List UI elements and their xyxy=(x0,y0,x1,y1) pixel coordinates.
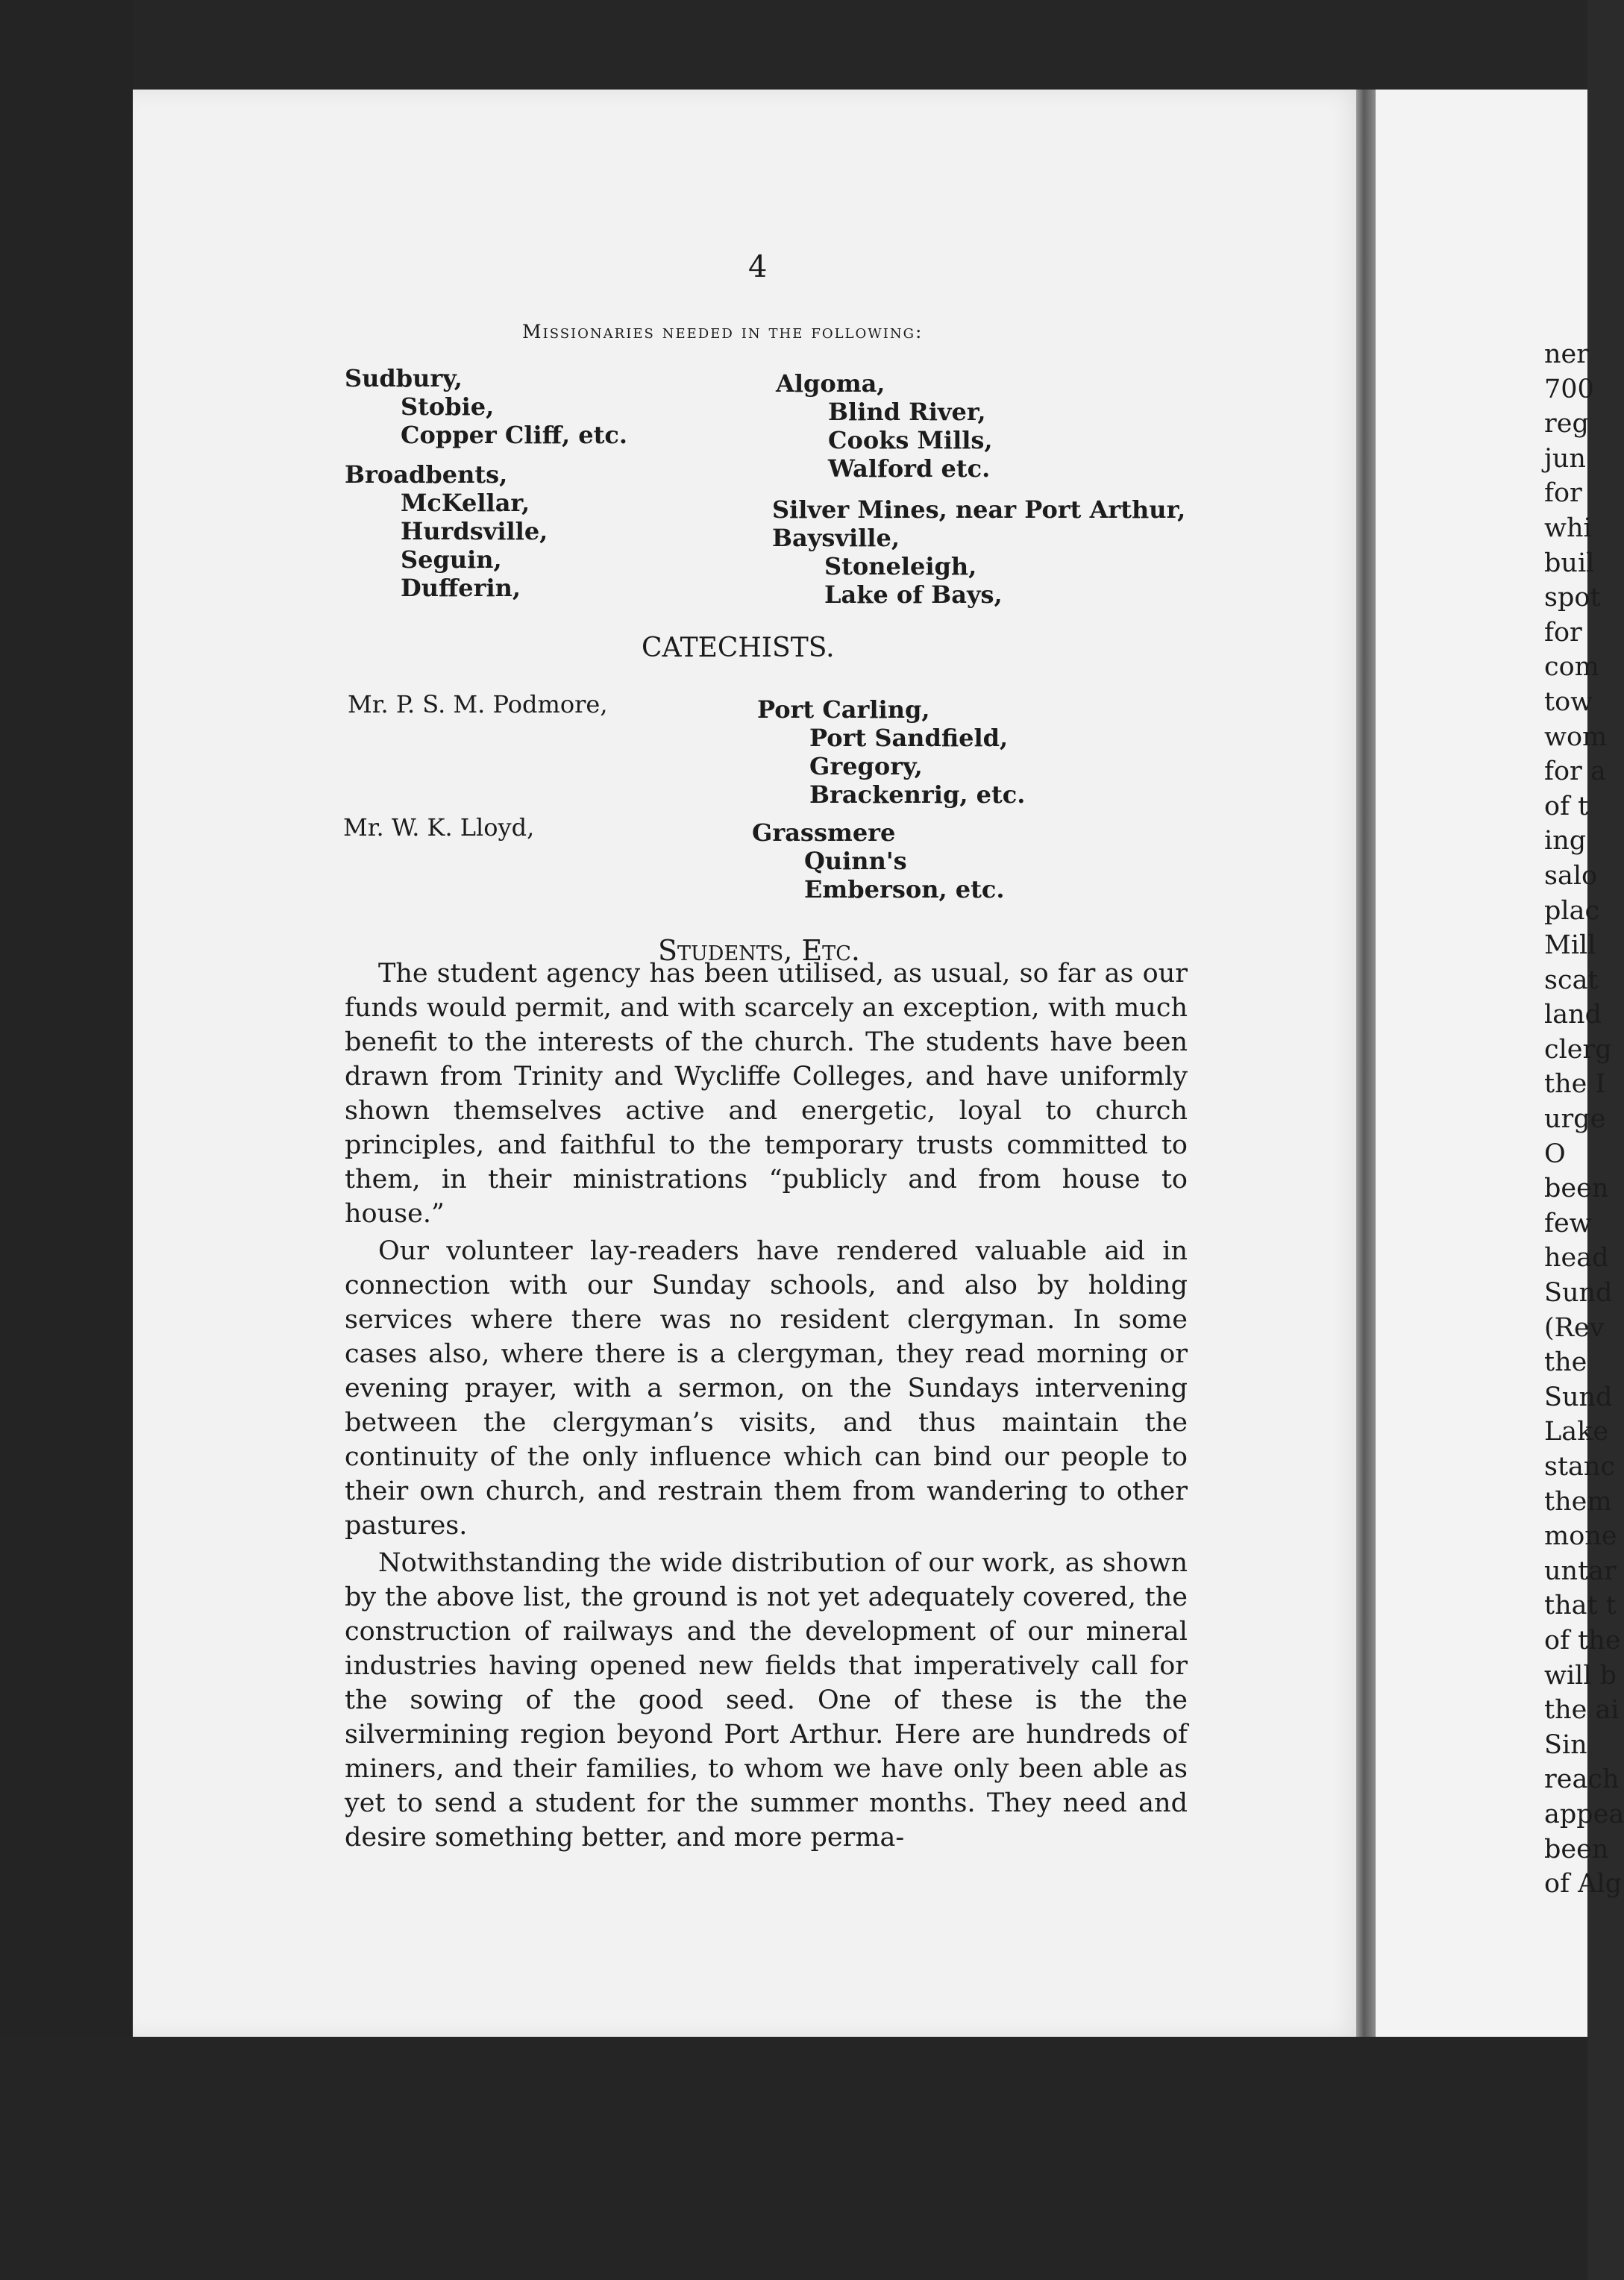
text-fragment: for a xyxy=(1544,757,1606,787)
scan-border-left xyxy=(0,0,133,2280)
catechist-places xyxy=(752,818,1005,903)
place-entry: Dufferin, xyxy=(401,574,521,602)
text-fragment: Sin xyxy=(1544,1729,1587,1760)
place-entry: Stoneleigh, xyxy=(824,552,977,580)
text-fragment: tow xyxy=(1544,686,1593,717)
text-fragment: the xyxy=(1544,1347,1587,1378)
place-entry: Brackenrig, etc. xyxy=(809,780,1026,809)
book-gutter xyxy=(1356,90,1376,2037)
text-fragment: stanc xyxy=(1544,1452,1616,1482)
missionary-list-right-1 xyxy=(776,369,993,483)
place-entry: Sudbury, xyxy=(345,364,463,392)
place-entry: Walford etc. xyxy=(828,454,991,483)
page-number: 4 xyxy=(748,250,768,284)
body-text xyxy=(345,956,1188,1858)
text-fragment: head xyxy=(1544,1243,1609,1274)
text-fragment: them xyxy=(1544,1486,1612,1517)
missionaries-heading: Missionaries needed in the following: xyxy=(522,321,924,342)
text-fragment: been xyxy=(1544,1834,1609,1864)
text-fragment: wom xyxy=(1544,721,1608,752)
text-fragment: few xyxy=(1544,1208,1592,1238)
scan-border-bottom xyxy=(0,2037,1587,2280)
text-fragment: jun xyxy=(1544,443,1586,474)
text-fragment: been xyxy=(1544,1174,1609,1204)
text-fragment: urge xyxy=(1544,1104,1606,1135)
missionary-list-left-1 xyxy=(345,364,627,449)
place-entry: Cooks Mills, xyxy=(828,426,993,454)
place-entry: Broadbents, xyxy=(345,460,508,489)
text-fragment: Mill xyxy=(1544,930,1596,961)
place-entry: Silver Mines, near Port Arthur, xyxy=(772,495,1186,524)
facing-page-text xyxy=(1544,337,1624,1902)
place-entry: Hurdsville, xyxy=(401,517,548,545)
paragraph: Our volunteer lay-readers have rendered valuable aid in connection with our Sunday schools, and also by holding services where there was no resident clergyman. In some cases also, where there is a clergyman, they read morning or evening prayer, with a sermon, on the Sundays intervening between the clergyman’s visits, and thus maintain the continuity of the only influence which can bind our people to their own church, and restrain them from wandering to other pastures. xyxy=(345,1236,1188,1541)
text-fragment: O xyxy=(1544,1139,1566,1169)
text-fragment: ner xyxy=(1544,339,1589,369)
place-entry: Seguin, xyxy=(401,545,502,574)
scan-border-top xyxy=(0,0,1587,90)
place-entry: Port Sandfield, xyxy=(809,724,1009,752)
text-fragment: buil xyxy=(1544,548,1595,578)
text-fragment: Sund xyxy=(1544,1278,1613,1309)
paragraph: The student agency has been utilised, as usual, so far as our funds would permit, and with scarcely an exception, with much benefit to the interests of the church. The students have been drawn from Trinity and Wycliffe Colleges, and have uniformly shown themselves active and energetic, loyal to church principles, and faithful to the temporary trusts committed to them, in their ministrations “publicly and from house to house.” xyxy=(345,959,1188,1229)
students-heading: Students, Etc. xyxy=(658,934,860,967)
text-fragment: ing xyxy=(1544,826,1587,856)
text-fragment: appea xyxy=(1544,1799,1624,1829)
catechist-name: Mr. P. S. M. Podmore, xyxy=(348,690,608,718)
place-entry: McKellar, xyxy=(401,489,530,517)
place-entry: Algoma, xyxy=(776,369,885,398)
text-fragment: land xyxy=(1544,1000,1602,1030)
text-fragment: of t xyxy=(1544,791,1589,821)
text-fragment: the I xyxy=(1544,1069,1606,1100)
place-entry: Emberson, etc. xyxy=(804,875,1005,903)
text-fragment: that t xyxy=(1544,1591,1617,1621)
text-fragment: 700 xyxy=(1544,374,1594,404)
text-fragment: scat xyxy=(1544,965,1599,995)
missionary-list-left-2 xyxy=(345,460,548,602)
place-entry: Copper Cliff, etc. xyxy=(401,421,628,449)
catechists-heading: CATECHISTS. xyxy=(642,633,835,663)
place-entry: Grassmere xyxy=(752,818,896,847)
text-fragment: untar xyxy=(1544,1556,1617,1586)
place-entry: Gregory, xyxy=(809,752,923,780)
place-entry: Lake of Bays, xyxy=(824,580,1003,609)
text-fragment: Lake xyxy=(1544,1417,1609,1447)
text-fragment: (Rev xyxy=(1544,1312,1605,1343)
place-entry: Port Carling, xyxy=(757,695,930,724)
text-fragment: clerg xyxy=(1544,1034,1612,1065)
text-fragment: of the xyxy=(1544,1625,1621,1656)
text-fragment: for xyxy=(1544,617,1582,648)
text-fragment: will b xyxy=(1544,1660,1617,1691)
text-fragment: mone xyxy=(1544,1521,1617,1552)
text-fragment: whi xyxy=(1544,513,1592,543)
text-fragment: for xyxy=(1544,478,1582,509)
place-entry: Baysville, xyxy=(772,524,900,552)
text-fragment: reg xyxy=(1544,409,1589,439)
text-fragment: reach xyxy=(1544,1764,1620,1795)
catechist-name: Mr. W. K. Lloyd, xyxy=(343,813,535,842)
paragraph: Notwithstanding the wide distribution of our work, as shown by the above list, the ground is not yet adequately covered, the construction of railways and the development of our mineral industries having opened new fields that imperatively call for the sowing of the good seed. One of these is the the silvermining region beyond Port Arthur. Here are hundreds of miners, and their families, to whom we have only been able as yet to send a student for the summer months. They need and desire something better, and more perma- xyxy=(345,1548,1188,1852)
text-fragment: spot xyxy=(1544,583,1601,613)
catechist-places xyxy=(757,695,1025,809)
text-fragment: plac xyxy=(1544,895,1600,926)
text-fragment: the ai xyxy=(1544,1695,1620,1726)
text-fragment: Sund xyxy=(1544,1382,1613,1412)
text-fragment: of Alg xyxy=(1544,1869,1623,1900)
place-entry: Blind River, xyxy=(828,398,986,426)
missionary-list-right-2 xyxy=(772,495,1185,609)
place-entry: Quinn's xyxy=(804,847,907,875)
text-fragment: com xyxy=(1544,652,1599,683)
text-fragment: salo xyxy=(1544,860,1598,891)
place-entry: Stobie, xyxy=(401,392,495,421)
